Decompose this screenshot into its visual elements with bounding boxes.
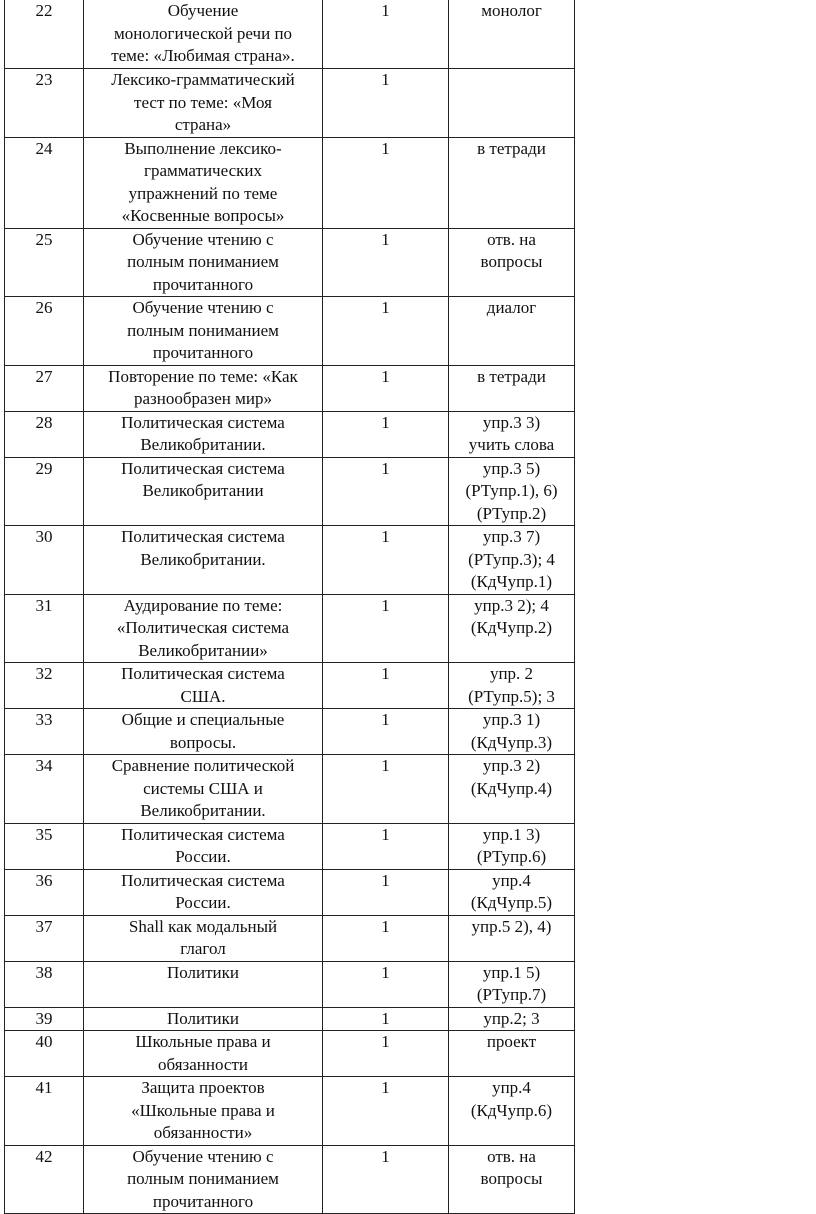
lesson-hours-cell: 1 xyxy=(323,457,449,526)
table-row xyxy=(5,961,575,1007)
lesson-number-cell: 28 xyxy=(5,411,84,457)
lesson-hours-cell: 1 xyxy=(323,69,449,138)
lesson-topic-cell: Обучение чтению с полным пониманием прочитанного xyxy=(84,297,323,366)
lesson-homework-cell: упр.1 5) (РТупр.7) xyxy=(449,961,575,1007)
lesson-number-cell: 36 xyxy=(5,869,84,915)
lesson-hours-cell: 1 xyxy=(323,365,449,411)
table-row xyxy=(5,69,575,138)
lesson-homework-cell: упр. 2 (РТупр.5); 3 xyxy=(449,663,575,709)
lesson-homework-cell: упр.3 1) (КдЧупр.3) xyxy=(449,709,575,755)
lesson-topic-cell: Политическая система Великобритании. xyxy=(84,411,323,457)
lesson-number-cell: 39 xyxy=(5,1007,84,1031)
lesson-homework-cell: упр.3 5) (РТупр.1), 6) (РТупр.2) xyxy=(449,457,575,526)
lesson-homework-cell: упр.3 7) (РТупр.3); 4 (КдЧупр.1) xyxy=(449,526,575,595)
table-row xyxy=(5,663,575,709)
lesson-hours-cell: 1 xyxy=(323,1007,449,1031)
table-row xyxy=(5,594,575,663)
lesson-hours-cell: 1 xyxy=(323,137,449,228)
lesson-homework-cell: отв. на вопросы xyxy=(449,1145,575,1214)
lesson-topic-cell: Общие и специальные вопросы. xyxy=(84,709,323,755)
lesson-topic-cell: Политики xyxy=(84,961,323,1007)
lesson-number-cell: 30 xyxy=(5,526,84,595)
table-row xyxy=(5,0,575,69)
lesson-topic-cell: Политическая система России. xyxy=(84,869,323,915)
lesson-hours-cell: 1 xyxy=(323,823,449,869)
lesson-homework-cell: монолог xyxy=(449,0,575,69)
lesson-hours-cell: 1 xyxy=(323,1145,449,1214)
lesson-number-cell: 25 xyxy=(5,228,84,297)
lesson-topic-cell: Shall как модальный глагол xyxy=(84,915,323,961)
lesson-hours-cell: 1 xyxy=(323,663,449,709)
lesson-number-cell: 40 xyxy=(5,1031,84,1077)
lesson-topic-cell: Обучение монологической речи по теме: «Любимая страна». xyxy=(84,0,323,69)
table-row xyxy=(5,365,575,411)
lesson-topic-cell: Политическая система Великобритании. xyxy=(84,526,323,595)
table-row xyxy=(5,915,575,961)
table-row xyxy=(5,526,575,595)
lesson-hours-cell: 1 xyxy=(323,961,449,1007)
table-row xyxy=(5,457,575,526)
lesson-number-cell: 22 xyxy=(5,0,84,69)
table-row xyxy=(5,228,575,297)
lesson-topic-cell: Защита проектов «Школьные права и обязанности» xyxy=(84,1077,323,1146)
lesson-number-cell: 26 xyxy=(5,297,84,366)
lesson-topic-cell: Аудирование по теме: «Политическая система Великобритании» xyxy=(84,594,323,663)
lesson-number-cell: 31 xyxy=(5,594,84,663)
lesson-number-cell: 35 xyxy=(5,823,84,869)
lesson-number-cell: 27 xyxy=(5,365,84,411)
lesson-homework-cell: диалог xyxy=(449,297,575,366)
lesson-homework-cell: в тетради xyxy=(449,365,575,411)
lesson-number-cell: 37 xyxy=(5,915,84,961)
lesson-number-cell: 34 xyxy=(5,755,84,824)
lesson-hours-cell: 1 xyxy=(323,1077,449,1146)
lesson-number-cell: 42 xyxy=(5,1145,84,1214)
lesson-hours-cell: 1 xyxy=(323,709,449,755)
lesson-homework-cell: упр.4 (КдЧупр.6) xyxy=(449,1077,575,1146)
lesson-hours-cell: 1 xyxy=(323,915,449,961)
lesson-homework-cell: упр.3 2); 4 (КдЧупр.2) xyxy=(449,594,575,663)
table-body xyxy=(5,0,575,1214)
lesson-hours-cell: 1 xyxy=(323,526,449,595)
lesson-topic-cell: Политическая система США. xyxy=(84,663,323,709)
lesson-topic-cell: Обучение чтению с полным пониманием прочитанного xyxy=(84,1145,323,1214)
table-row xyxy=(5,137,575,228)
table-row xyxy=(5,823,575,869)
lesson-topic-cell: Политики xyxy=(84,1007,323,1031)
lesson-homework-cell: упр.2; 3 xyxy=(449,1007,575,1031)
lesson-number-cell: 29 xyxy=(5,457,84,526)
lesson-homework-cell xyxy=(449,69,575,138)
lesson-homework-cell: упр.1 3) (РТупр.6) xyxy=(449,823,575,869)
table-row xyxy=(5,1145,575,1214)
lesson-topic-cell: Школьные права и обязанности xyxy=(84,1031,323,1077)
lesson-homework-cell: упр.3 3) учить слова xyxy=(449,411,575,457)
lesson-homework-cell: упр.4 (КдЧупр.5) xyxy=(449,869,575,915)
lesson-homework-cell: упр.3 2) (КдЧупр.4) xyxy=(449,755,575,824)
lesson-number-cell: 32 xyxy=(5,663,84,709)
table-row xyxy=(5,869,575,915)
lesson-homework-cell: проект xyxy=(449,1031,575,1077)
lesson-topic-cell: Лексико-грамматический тест по теме: «Моя страна» xyxy=(84,69,323,138)
lesson-topic-cell: Выполнение лексико- грамматических упражнений по теме «Косвенные вопросы» xyxy=(84,137,323,228)
lesson-hours-cell: 1 xyxy=(323,755,449,824)
lesson-topic-cell: Политическая система России. xyxy=(84,823,323,869)
lesson-hours-cell: 1 xyxy=(323,228,449,297)
lesson-homework-cell: в тетради xyxy=(449,137,575,228)
lesson-topic-cell: Повторение по теме: «Как разнообразен мир» xyxy=(84,365,323,411)
table-row xyxy=(5,297,575,366)
lesson-hours-cell: 1 xyxy=(323,1031,449,1077)
lesson-topic-cell: Сравнение политической системы США и Великобритании. xyxy=(84,755,323,824)
lesson-hours-cell: 1 xyxy=(323,594,449,663)
lesson-topic-cell: Политическая система Великобритании xyxy=(84,457,323,526)
lesson-hours-cell: 1 xyxy=(323,0,449,69)
lesson-homework-cell: упр.5 2), 4) xyxy=(449,915,575,961)
lesson-plan-table xyxy=(4,0,575,1214)
table-row xyxy=(5,755,575,824)
lesson-hours-cell: 1 xyxy=(323,297,449,366)
table-row xyxy=(5,1031,575,1077)
lesson-hours-cell: 1 xyxy=(323,411,449,457)
table-row xyxy=(5,1077,575,1146)
table-row xyxy=(5,1007,575,1031)
lesson-number-cell: 24 xyxy=(5,137,84,228)
lesson-number-cell: 41 xyxy=(5,1077,84,1146)
lesson-number-cell: 23 xyxy=(5,69,84,138)
lesson-number-cell: 38 xyxy=(5,961,84,1007)
lesson-homework-cell: отв. на вопросы xyxy=(449,228,575,297)
table-row xyxy=(5,411,575,457)
lesson-hours-cell: 1 xyxy=(323,869,449,915)
lesson-topic-cell: Обучение чтению с полным пониманием прочитанного xyxy=(84,228,323,297)
lesson-number-cell: 33 xyxy=(5,709,84,755)
table-row xyxy=(5,709,575,755)
